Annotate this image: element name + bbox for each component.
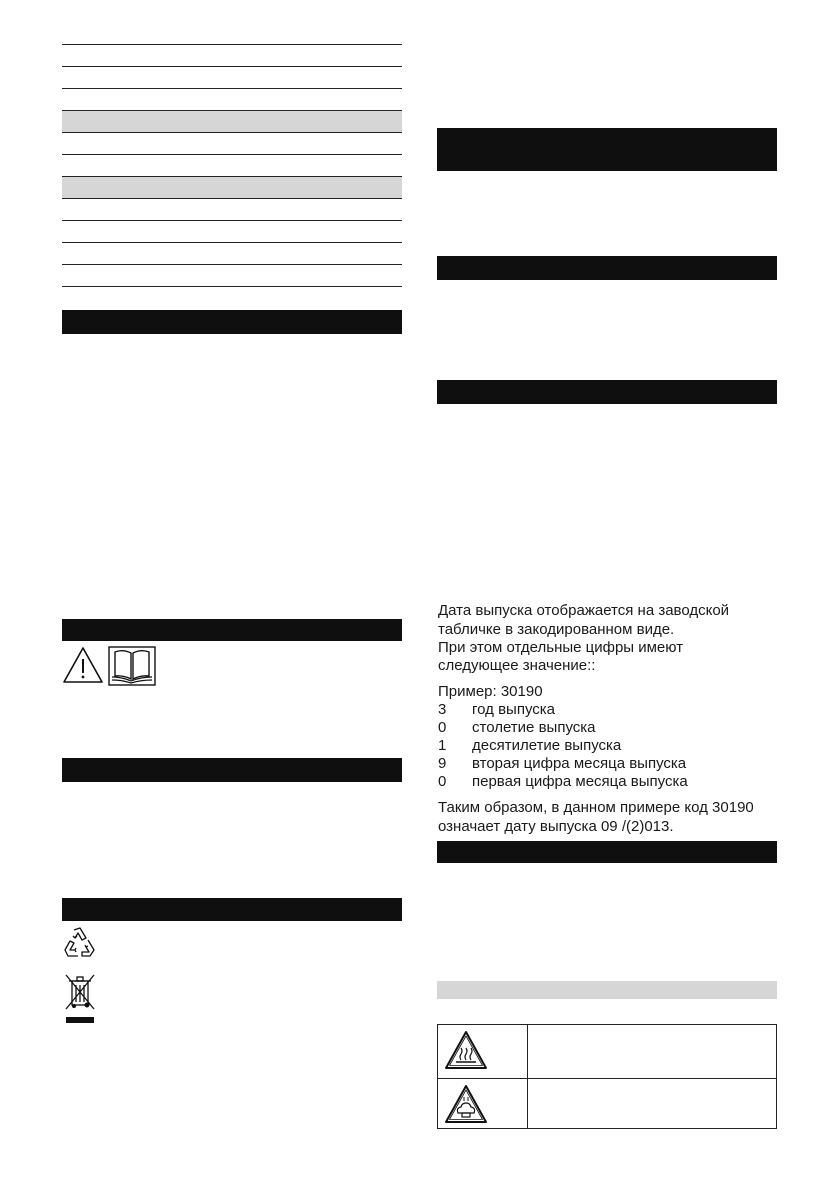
intro-line: табличке в закодированном виде. — [438, 621, 675, 638]
shaded-heading-bar — [437, 981, 777, 999]
section-header-bar — [62, 898, 402, 921]
table-divider — [438, 1078, 776, 1079]
section-header-bar — [437, 256, 777, 280]
section-header-bar — [62, 310, 402, 334]
table-rule — [62, 44, 402, 45]
hot-surface-icon — [444, 1030, 488, 1070]
conclusion-line: Таким образом, в данном примере код 30190 — [438, 799, 754, 816]
code-digit: 9 — [438, 755, 447, 772]
table-rule — [62, 198, 402, 199]
code-digit: 0 — [438, 773, 447, 790]
table-rule — [62, 264, 402, 265]
code-row — [438, 701, 555, 719]
intro-line: Дата выпуска отображается на заводской — [438, 602, 730, 619]
table-shaded-row — [62, 176, 402, 198]
code-row — [438, 755, 686, 773]
code-meaning: десятилетие выпуска — [472, 737, 622, 754]
open-book-icon — [108, 646, 156, 686]
code-row — [438, 737, 621, 755]
crossed-bin-icon — [64, 973, 96, 1025]
symbol-table — [437, 1024, 777, 1129]
code-row — [438, 773, 688, 791]
section-header-bar — [62, 619, 402, 641]
code-digit: 0 — [438, 719, 447, 736]
section-header-bar — [437, 841, 777, 863]
table-rule — [62, 88, 402, 89]
table-rule — [62, 220, 402, 221]
table-rule — [62, 176, 402, 177]
code-row — [438, 719, 596, 737]
code-meaning: год выпуска — [472, 701, 556, 718]
table-shaded-row — [62, 110, 402, 132]
table-rule — [62, 66, 402, 67]
intro-line: следующее значение:: — [438, 657, 596, 674]
table-rule — [62, 242, 402, 243]
table-rule — [62, 132, 402, 133]
section-header-bar — [437, 128, 777, 171]
code-digit: 3 — [438, 701, 447, 718]
section-header-bar — [437, 380, 777, 404]
example-label: Пример: 30190 — [438, 683, 543, 700]
intro-line: При этом отдельные цифры имеют — [438, 639, 684, 656]
steam-hazard-icon — [444, 1084, 488, 1124]
table-rule — [62, 110, 402, 111]
code-meaning: вторая цифра месяца выпуска — [472, 755, 687, 772]
conclusion-line: означает дату выпуска 09 /(2)013. — [438, 818, 674, 835]
section-header-bar — [62, 758, 402, 782]
recycling-icon — [62, 926, 98, 960]
table-rule — [62, 154, 402, 155]
code-digit: 1 — [438, 737, 447, 754]
code-meaning: первая цифра месяца выпуска — [472, 773, 688, 790]
code-meaning: столетие выпуска — [472, 719, 596, 736]
warning-triangle-icon — [62, 646, 104, 684]
table-divider — [527, 1025, 528, 1128]
table-rule — [62, 286, 402, 287]
